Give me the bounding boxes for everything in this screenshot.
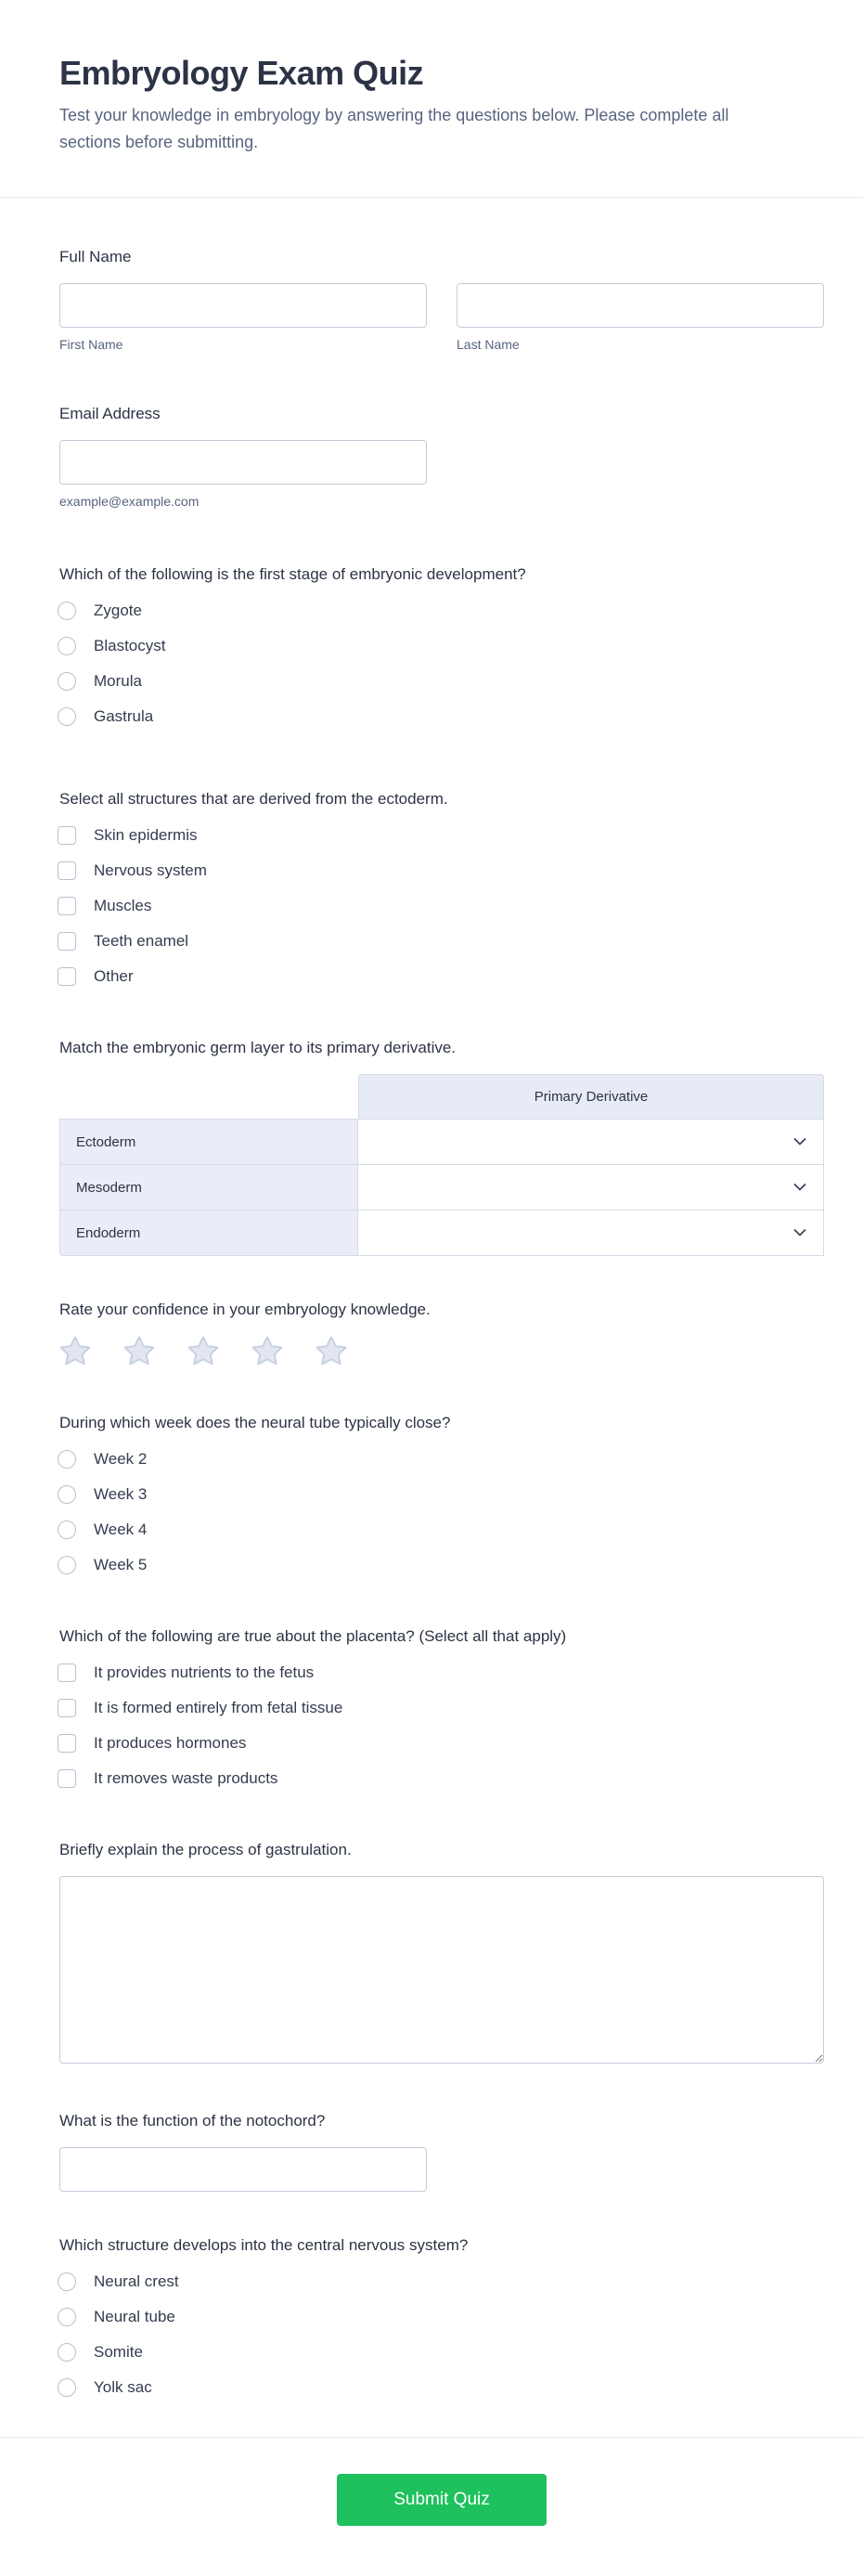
checkbox-option-label: It provides nutrients to the fetus bbox=[94, 1663, 315, 1681]
question-ectoderm bbox=[59, 788, 824, 994]
radio-icon[interactable] bbox=[58, 2272, 76, 2291]
chevron-down-icon bbox=[793, 1138, 806, 1146]
checkbox-option-label: Teeth enamel bbox=[94, 932, 189, 950]
radio-option[interactable] bbox=[58, 1512, 824, 1547]
full-name-label: Full Name bbox=[59, 248, 132, 265]
first-name-sublabel: First Name bbox=[59, 337, 123, 352]
last-name-sublabel: Last Name bbox=[457, 337, 520, 352]
radio-option[interactable] bbox=[58, 664, 824, 699]
checkbox-option-label: It produces hormones bbox=[94, 1734, 247, 1752]
radio-option[interactable] bbox=[58, 628, 824, 664]
chevron-down-icon bbox=[793, 1184, 806, 1192]
radio-icon[interactable] bbox=[58, 602, 76, 620]
form-description: Test your knowledge in embryology by answering the questions below. Please complete all sections before submitting. bbox=[59, 106, 729, 151]
question-first-stage bbox=[59, 563, 824, 734]
radio-icon[interactable] bbox=[58, 1521, 76, 1539]
radio-group bbox=[58, 2264, 824, 2405]
notochord-input[interactable] bbox=[59, 2147, 427, 2192]
checkbox-icon[interactable] bbox=[58, 932, 76, 951]
star-rating bbox=[58, 1334, 824, 1369]
form-header bbox=[0, 0, 863, 198]
gastrulation-textarea[interactable] bbox=[59, 1876, 824, 2064]
email-input[interactable] bbox=[59, 440, 427, 485]
radio-group bbox=[58, 1442, 824, 1583]
checkbox-option-label: It is formed entirely from fetal tissue bbox=[94, 1699, 343, 1716]
radio-option-label: Week 5 bbox=[94, 1556, 148, 1573]
form-footer bbox=[0, 2437, 863, 2575]
submit-row bbox=[59, 2474, 824, 2526]
question-confidence-rating bbox=[59, 1299, 824, 1369]
radio-option-label: Week 2 bbox=[94, 1450, 148, 1468]
question-label: Which of the following are true about the placenta? (Select all that apply) bbox=[59, 1627, 567, 1645]
checkbox-option[interactable] bbox=[58, 1761, 824, 1796]
matrix-header-row bbox=[59, 1074, 824, 1120]
checkbox-icon[interactable] bbox=[58, 967, 76, 986]
matrix-select-endoderm[interactable] bbox=[357, 1210, 824, 1256]
matrix-row bbox=[59, 1164, 824, 1210]
radio-option-label: Neural tube bbox=[94, 2308, 175, 2325]
radio-option-label: Week 4 bbox=[94, 1521, 148, 1538]
checkbox-option-label: Nervous system bbox=[94, 861, 207, 879]
radio-option[interactable] bbox=[58, 2264, 824, 2299]
star-icon[interactable] bbox=[58, 1334, 93, 1369]
submit-button[interactable]: Submit Quiz bbox=[337, 2474, 547, 2526]
email-label: Email Address bbox=[59, 405, 161, 422]
star-icon[interactable] bbox=[314, 1334, 349, 1369]
checkbox-option[interactable] bbox=[58, 959, 824, 994]
checkbox-icon[interactable] bbox=[58, 861, 76, 880]
matrix-row-label: Endoderm bbox=[59, 1210, 358, 1256]
matrix-select-mesoderm[interactable] bbox=[357, 1164, 824, 1210]
checkbox-group bbox=[58, 818, 824, 994]
matrix-table bbox=[59, 1074, 824, 1256]
question-label: What is the function of the notochord? bbox=[59, 2112, 326, 2129]
checkbox-option[interactable] bbox=[58, 924, 824, 959]
matrix-corner-spacer bbox=[59, 1074, 358, 1120]
checkbox-icon[interactable] bbox=[58, 1663, 76, 1682]
checkbox-option[interactable] bbox=[58, 818, 824, 853]
matrix-row bbox=[59, 1210, 824, 1256]
question-label: During which week does the neural tube typically close? bbox=[59, 1414, 451, 1431]
question-label: Briefly explain the process of gastrulation. bbox=[59, 1841, 352, 1858]
question-neural-tube-week bbox=[59, 1412, 824, 1583]
checkbox-option[interactable] bbox=[58, 1726, 824, 1761]
radio-option[interactable] bbox=[58, 1547, 824, 1583]
matrix-column-header: Primary Derivative bbox=[358, 1074, 824, 1120]
last-name-group bbox=[457, 283, 824, 353]
question-label: Which of the following is the first stage of embryonic development? bbox=[59, 565, 526, 583]
checkbox-icon[interactable] bbox=[58, 826, 76, 845]
email-sublabel: example@example.com bbox=[59, 494, 200, 509]
chevron-down-icon bbox=[793, 1229, 806, 1237]
form-title: Embryology Exam Quiz bbox=[59, 54, 424, 92]
question-label: Select all structures that are derived from the ectoderm. bbox=[59, 790, 448, 808]
question-label: Rate your confidence in your embryology knowledge. bbox=[59, 1301, 431, 1318]
radio-icon[interactable] bbox=[58, 2378, 76, 2397]
star-icon[interactable] bbox=[186, 1334, 221, 1369]
radio-icon[interactable] bbox=[58, 2308, 76, 2326]
radio-option-label: Blastocyst bbox=[94, 637, 166, 654]
question-match-germ-layer bbox=[59, 1037, 824, 1256]
radio-option-label: Gastrula bbox=[94, 707, 154, 725]
checkbox-group bbox=[58, 1655, 824, 1796]
checkbox-icon[interactable] bbox=[58, 1699, 76, 1717]
radio-icon[interactable] bbox=[58, 1485, 76, 1504]
question-notochord bbox=[59, 2110, 824, 2192]
question-label: Match the embryonic germ layer to its primary derivative. bbox=[59, 1039, 457, 1056]
radio-icon[interactable] bbox=[58, 1556, 76, 1574]
checkbox-option[interactable] bbox=[58, 1655, 824, 1690]
radio-option[interactable] bbox=[58, 2299, 824, 2335]
radio-icon[interactable] bbox=[58, 707, 76, 726]
radio-option-label: Morula bbox=[94, 672, 142, 690]
radio-option-label: Zygote bbox=[94, 602, 142, 619]
checkbox-option-label: Skin epidermis bbox=[94, 826, 198, 844]
radio-icon[interactable] bbox=[58, 2343, 76, 2362]
question-label: Which structure develops into the central nervous system? bbox=[59, 2236, 469, 2254]
question-placenta bbox=[59, 1625, 824, 1796]
radio-option[interactable] bbox=[58, 2370, 824, 2405]
checkbox-icon[interactable] bbox=[58, 1769, 76, 1788]
radio-option[interactable] bbox=[58, 593, 824, 628]
matrix-row bbox=[59, 1119, 824, 1165]
form-body bbox=[0, 246, 863, 2405]
radio-icon[interactable] bbox=[58, 1450, 76, 1469]
first-name-input[interactable] bbox=[59, 283, 427, 328]
checkbox-option-label: It removes waste products bbox=[94, 1769, 278, 1787]
radio-option[interactable] bbox=[58, 1442, 824, 1477]
radio-icon[interactable] bbox=[58, 672, 76, 691]
checkbox-icon[interactable] bbox=[58, 897, 76, 915]
star-icon[interactable] bbox=[122, 1334, 157, 1369]
radio-option[interactable] bbox=[58, 699, 824, 734]
radio-option-label: Somite bbox=[94, 2343, 143, 2361]
name-row bbox=[59, 283, 824, 353]
checkbox-option[interactable] bbox=[58, 1690, 824, 1726]
radio-icon[interactable] bbox=[58, 637, 76, 655]
question-gastrulation bbox=[59, 1839, 824, 2064]
checkbox-option-label: Other bbox=[94, 967, 134, 985]
radio-option-label: Yolk sac bbox=[94, 2378, 152, 2396]
checkbox-option-label: Muscles bbox=[94, 897, 152, 914]
first-name-group bbox=[59, 283, 427, 353]
matrix-select-ectoderm[interactable] bbox=[357, 1119, 824, 1165]
radio-option-label: Week 3 bbox=[94, 1485, 148, 1503]
radio-option[interactable] bbox=[58, 2335, 824, 2370]
radio-group bbox=[58, 593, 824, 734]
field-email bbox=[59, 403, 824, 510]
checkbox-option[interactable] bbox=[58, 888, 824, 924]
star-icon[interactable] bbox=[250, 1334, 285, 1369]
checkbox-icon[interactable] bbox=[58, 1734, 76, 1753]
radio-option-label: Neural crest bbox=[94, 2272, 179, 2290]
question-cns bbox=[59, 2234, 824, 2405]
field-full-name bbox=[59, 246, 824, 353]
matrix-row-label: Mesoderm bbox=[59, 1164, 358, 1210]
radio-option[interactable] bbox=[58, 1477, 824, 1512]
last-name-input[interactable] bbox=[457, 283, 824, 328]
matrix-row-label: Ectoderm bbox=[59, 1119, 358, 1165]
checkbox-option[interactable] bbox=[58, 853, 824, 888]
